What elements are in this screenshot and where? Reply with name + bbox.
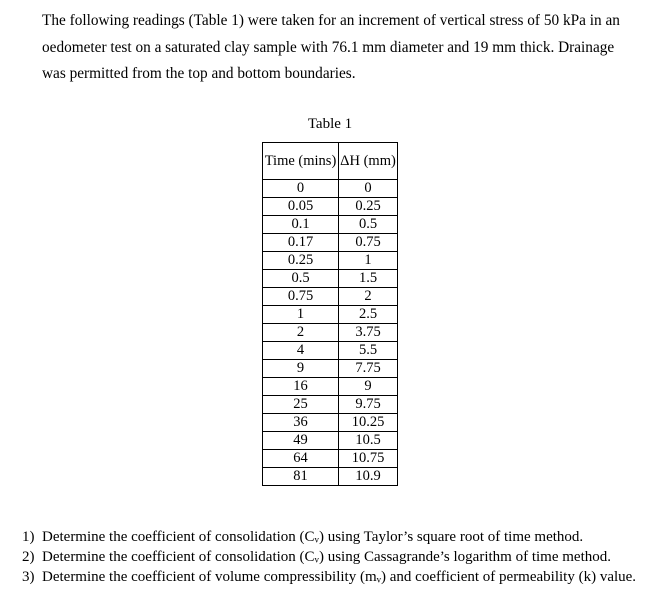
time-cell: 36	[263, 414, 339, 432]
time-cell: 25	[263, 396, 339, 414]
delta-h-cell: 1.5	[339, 270, 398, 288]
table-caption: Table 1	[307, 116, 353, 132]
header-delta-h: ΔH (mm)	[339, 143, 398, 180]
table-row	[263, 180, 398, 198]
delta-h-cell: 9.75	[339, 396, 398, 414]
question-number: 1)	[22, 529, 35, 545]
table-row	[263, 468, 398, 486]
readings-table	[262, 142, 398, 486]
table-row	[263, 414, 398, 432]
delta-h-cell: 0.25	[339, 198, 398, 216]
question-item	[0, 527, 640, 547]
time-cell: 0.17	[263, 234, 339, 252]
delta-h-cell: 3.75	[339, 324, 398, 342]
table-row	[263, 324, 398, 342]
time-cell: 9	[263, 360, 339, 378]
table-header-row	[263, 143, 398, 180]
time-cell: 0.5	[263, 270, 339, 288]
table-row	[263, 234, 398, 252]
table-row	[263, 216, 398, 234]
delta-h-cell: 10.75	[339, 450, 398, 468]
table-row	[263, 396, 398, 414]
header-time: Time (mins)	[263, 143, 339, 180]
time-cell: 0	[263, 180, 339, 198]
question-list	[0, 527, 640, 587]
problem-statement: The following readings (Table 1) were taken for an increment of vertical stress of 50 kPa in an oedometer test on a saturated clay sample with 76.1 mm diameter and 19 mm thick. Drainage was permitted from the top and bottom boundaries.	[42, 12, 620, 82]
time-cell: 0.75	[263, 288, 339, 306]
delta-h-cell: 7.75	[339, 360, 398, 378]
delta-h-cell: 10.25	[339, 414, 398, 432]
delta-h-cell: 0.75	[339, 234, 398, 252]
delta-h-cell: 0.5	[339, 216, 398, 234]
question-item	[0, 547, 640, 567]
time-cell: 64	[263, 450, 339, 468]
question-text: Determine the coefficient of volume compressibility (mᵥ) and coefficient of permeability (k) value.	[42, 569, 637, 585]
delta-h-cell: 2.5	[339, 306, 398, 324]
time-cell: 4	[263, 342, 339, 360]
time-cell: 0.1	[263, 216, 339, 234]
table-row	[263, 288, 398, 306]
delta-h-cell: 10.9	[339, 468, 398, 486]
delta-h-cell: 0	[339, 180, 398, 198]
delta-h-cell: 5.5	[339, 342, 398, 360]
delta-h-cell: 1	[339, 252, 398, 270]
time-cell: 0.05	[263, 198, 339, 216]
delta-h-cell: 9	[339, 378, 398, 396]
question-item	[0, 567, 640, 587]
delta-h-cell: 2	[339, 288, 398, 306]
table-row	[263, 432, 398, 450]
time-cell: 0.25	[263, 252, 339, 270]
table-row	[263, 342, 398, 360]
time-cell: 49	[263, 432, 339, 450]
table-row	[263, 306, 398, 324]
time-cell: 81	[263, 468, 339, 486]
question-number: 3)	[22, 569, 35, 585]
table-row	[263, 198, 398, 216]
table-row	[263, 450, 398, 468]
question-text: Determine the coefficient of consolidation (Cᵥ) using Cassagrande’s logarithm of time method.	[42, 549, 611, 565]
question-number: 2)	[22, 549, 35, 565]
time-cell: 2	[263, 324, 339, 342]
time-cell: 16	[263, 378, 339, 396]
table-row	[263, 252, 398, 270]
delta-h-cell: 10.5	[339, 432, 398, 450]
table-row	[263, 360, 398, 378]
question-text: Determine the coefficient of consolidation (Cᵥ) using Taylor’s square root of time method.	[42, 529, 584, 545]
table-row	[263, 378, 398, 396]
table-row	[263, 270, 398, 288]
time-cell: 1	[263, 306, 339, 324]
